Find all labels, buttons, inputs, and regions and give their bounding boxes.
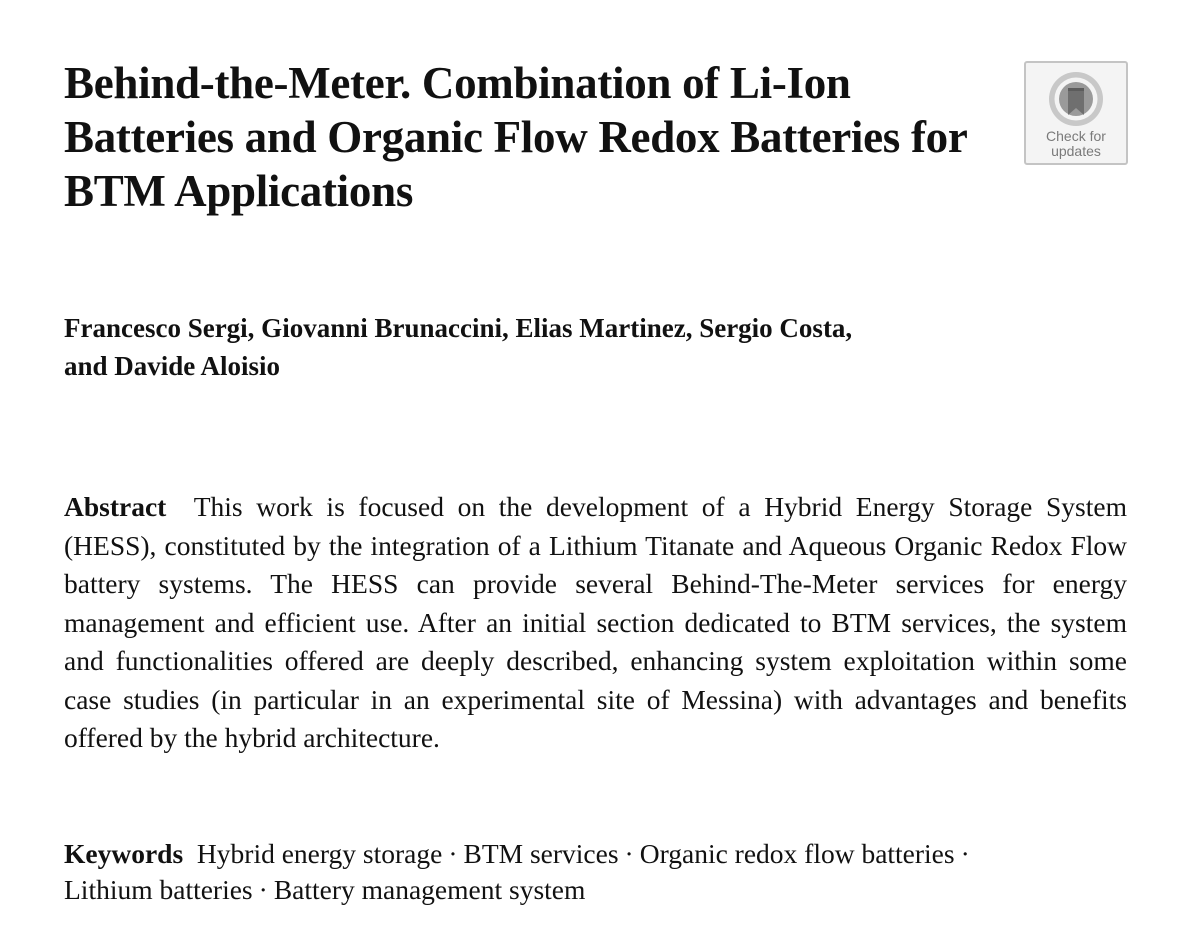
keyword-separator: · <box>960 838 970 869</box>
check-for-updates-line1: Check for <box>1046 128 1106 144</box>
keyword-item: Lithium batteries <box>64 874 253 905</box>
abstract-text: This work is focused on the development of a Hybrid Energy Storage System (HESS), constituted by the integration of a Lithium Titanate and Aqueous Organic Redox Flow battery systems. The HESS can provide several Behind-The-Meter services for energy management and efficient use. After an initial section dedicated to BTM services, the system and functionalities offered are deeply described, enhancing system exploitation within some case studies (in particular in an experimental site of Messina) with advantages and benefits offered by the hybrid architecture. <box>64 491 1127 753</box>
abstract-label: Abstract <box>64 491 167 522</box>
abstract <box>64 488 1127 758</box>
keyword-separator: · <box>258 874 268 905</box>
authors-line-1: Francesco Sergi, Giovanni Brunaccini, Elias Martinez, Sergio Costa, <box>64 313 853 343</box>
paper-title: Behind-the-Meter. Combination of Li-Ion Batteries and Organic Flow Redox Batteries for BTM Applications <box>64 58 967 216</box>
keyword-item: Organic redox flow batteries <box>639 838 955 869</box>
check-for-updates-badge[interactable] <box>1024 61 1128 165</box>
keywords <box>64 836 1144 908</box>
keyword-item: Battery management system <box>273 874 586 905</box>
check-for-updates-label <box>1046 129 1106 159</box>
author-list <box>64 309 1064 385</box>
keyword-separator: · <box>624 838 634 869</box>
authors-line-2: and Davide Aloisio <box>64 351 281 381</box>
keyword-separator: · <box>448 838 458 869</box>
keyword-item: BTM services <box>463 838 619 869</box>
check-for-updates-line2: updates <box>1051 143 1101 159</box>
keywords-label: Keywords <box>64 838 184 869</box>
check-for-updates-bookmark-icon <box>1046 69 1106 129</box>
keyword-item: Hybrid energy storage <box>196 838 443 869</box>
